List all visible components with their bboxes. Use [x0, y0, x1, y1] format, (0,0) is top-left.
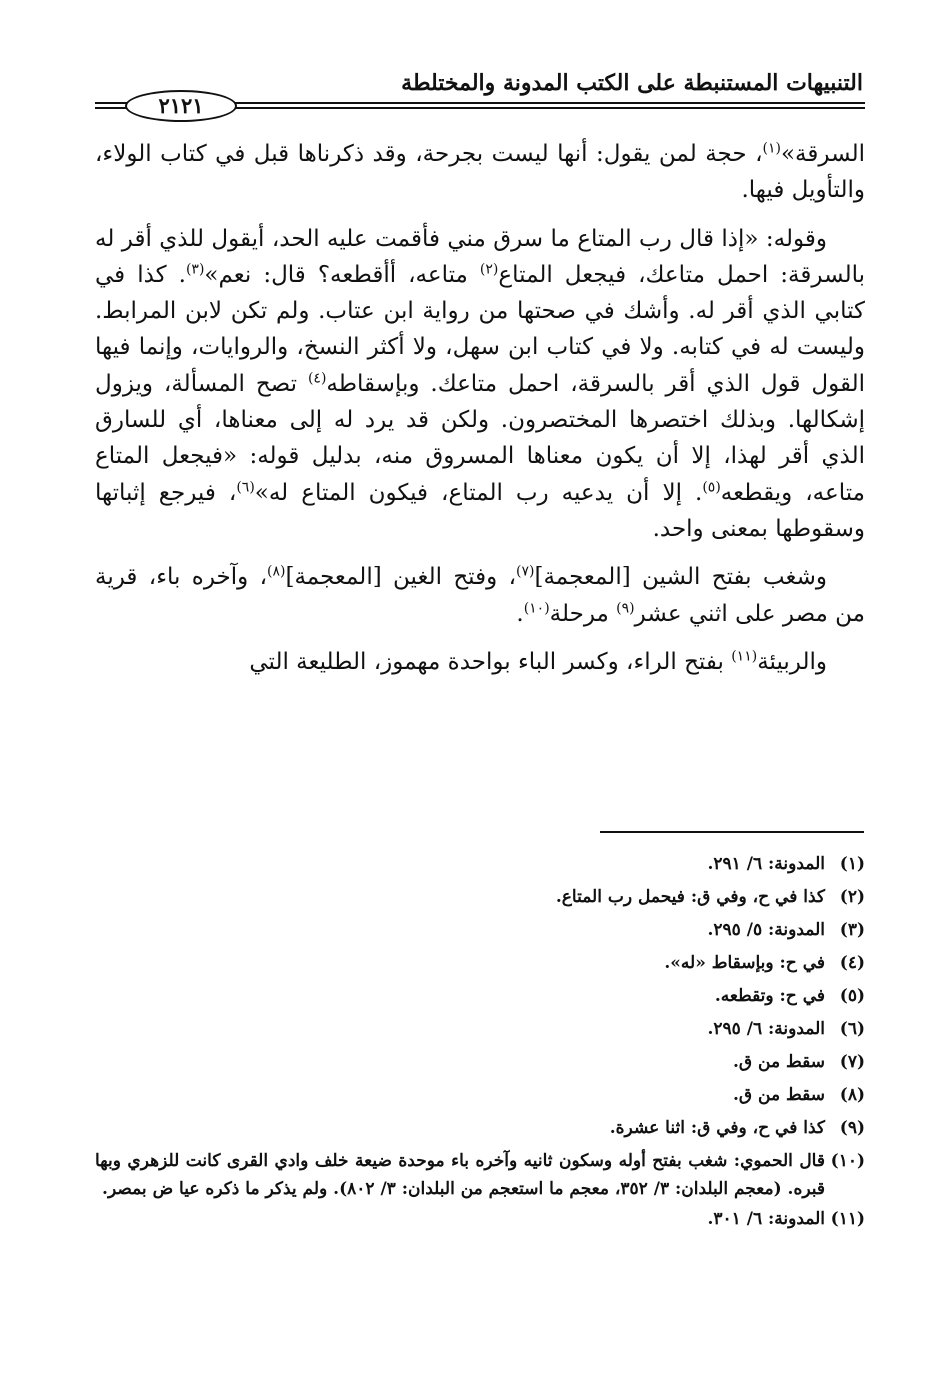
footnote: [95, 1145, 865, 1203]
footnote-text: في ح: وبإسقاط «له».: [664, 953, 825, 973]
footnote-text: كذا في ح، وفي ق: اثنا عشرة.: [609, 1118, 825, 1138]
text-run: مرحلة: [549, 600, 617, 627]
text-run: والربيئة: [757, 648, 827, 675]
text-run: . كذا في كتابي الذي أقر له. وأشك في صحتها من رواية ابن عتاب. ولم تكن لابن المرابط. وليست له في كتابه. ولا في كتاب ابن سهل، ولا أكثر النسخ، والروايات، وإنما فيها القول قول الذي أقر بالسرقة، احمل متاعك. وبإسقاطه: [95, 261, 865, 397]
footnote-number: (١١): [830, 1209, 865, 1229]
main-text: [95, 136, 865, 692]
footnote-text: سقط من ق.: [733, 1052, 825, 1072]
text-run: . إلا أن يدعيه رب المتاع، فيكون المتاع له»: [254, 479, 703, 506]
footnote-number: (٨): [839, 1085, 865, 1105]
footnote: [95, 1046, 865, 1079]
footnote-reference: (٥): [702, 479, 721, 496]
footnote-reference: (٤): [307, 370, 327, 387]
footnote-text: قال الحموي: شغب بفتح أوله وسكون ثانيه وآخره باء موحدة ضيعة خلف وادي القرى كانت للزهري وبها قبره. (معجم البلدان: ٣/ ٣٥٢، معجم ما استعجم من البلدان: ٣/ ٨٠٢). ولم يذكر ما ذكره عيا ض بمصر.: [95, 1151, 825, 1199]
footnote-number: (٧): [839, 1052, 865, 1072]
text-run: تصح المسألة، ويزول إشكالها. وبذلك اختصرها المختصرون. ولكن قد يرد له إلى معناها، أي للسارق الذي أقر لهذا، إلا أن يكون معناها المسروق منه، بدليل قوله: «فيجعل المتاع متاعه، ويقطعه: [95, 370, 865, 506]
footnote: [95, 1112, 865, 1145]
footnote: [95, 1079, 865, 1112]
footnote-reference: (١١): [731, 648, 758, 665]
footnote: [95, 914, 865, 947]
footnote-text: المدونة: ٦/ ٢٩٥.: [707, 1019, 825, 1039]
footnote-number: (٦): [839, 1019, 865, 1039]
footnote: [95, 980, 865, 1013]
footnote: [95, 881, 865, 914]
paragraph: [95, 559, 865, 632]
footnote-number: (٩): [839, 1118, 865, 1138]
running-title: التنبيهات المستنبطة على الكتب المدونة والمختلطة: [401, 70, 863, 96]
footnote: [95, 1203, 865, 1236]
text-run: ، وفتح الغين [المعجمة]: [285, 564, 516, 591]
footnote-number: (١٠): [830, 1151, 865, 1171]
footnote: [95, 1013, 865, 1046]
footnote-reference: (١٠): [523, 599, 550, 616]
text-run: ، وآخره باء، قرية من مصر على اثني عشر: [95, 564, 865, 627]
footnote-text: المدونة: ٦/ ٣٠١.: [707, 1209, 825, 1229]
footnote-text: كذا في ح، وفي ق: فيحمل رب المتاع.: [555, 887, 825, 907]
page-number: ٢١٢١: [125, 90, 237, 122]
footnote-number: (١): [839, 854, 865, 874]
text-run: ، حجة لمن يقول: أنها ليست بجرحة، وقد ذكرناها قبل في كتاب الولاء، والتأويل فيها.: [95, 141, 865, 204]
text-run: متاعه، أأقطعه؟ قال: نعم»: [204, 261, 480, 288]
footnote-text: المدونة: ٦/ ٢٩١.: [707, 854, 825, 874]
footnote-separator: [600, 831, 864, 833]
footnote-number: (٣): [839, 920, 865, 940]
footnote-reference: (٩): [616, 599, 635, 616]
text-run: بفتح الراء، وكسر الباء بواحدة مهموز، الطليعة التي: [249, 648, 732, 675]
text-run: .: [516, 600, 524, 627]
paragraph: [95, 136, 865, 209]
footnote-text: المدونة: ٥/ ٢٩٥.: [707, 920, 825, 940]
text-run: السرقة»: [780, 141, 865, 167]
footnote-number: (٥): [839, 986, 865, 1006]
footnote-reference: (٨): [267, 563, 286, 580]
footnote-text: في ح: وتقطعه.: [714, 986, 825, 1006]
page-header: [95, 68, 865, 116]
footnote-number: (٢): [839, 887, 865, 907]
text-run: وقوله: «إذا قال رب المتاع ما سرق مني فأقمت عليه الحد، أيقول للذي أقر له بالسرقة: احمل متاعك، فيجعل المتاع: [95, 225, 866, 288]
text-run: وشغب بفتح الشين [المعجمة]: [534, 564, 827, 591]
footnote-number: (٤): [839, 953, 865, 973]
paragraph: [95, 644, 865, 680]
footnote-reference: (١): [762, 140, 781, 157]
footnote-reference: (٧): [516, 563, 535, 580]
footnote-reference: (٣): [185, 261, 205, 278]
text-run: ، فيرجع إثباتها وسقوطها بمعنى واحد.: [95, 479, 865, 542]
footnote-reference: (٢): [479, 261, 499, 278]
paragraph: [95, 221, 865, 548]
footnote-text: سقط من ق.: [733, 1085, 825, 1105]
footnotes: [95, 848, 865, 1236]
footnote: [95, 947, 865, 980]
footnote-reference: (٦): [236, 479, 255, 496]
footnote: [95, 848, 865, 881]
